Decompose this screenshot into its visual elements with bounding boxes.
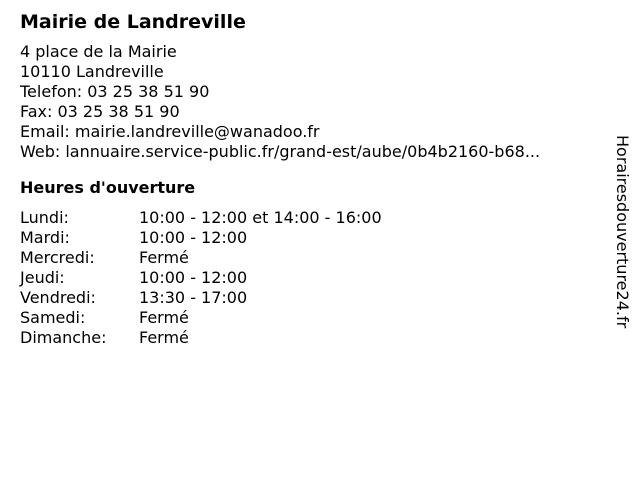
time-value: Fermé xyxy=(139,308,189,327)
day-label: Samedi: xyxy=(20,308,86,327)
hours-row-monday xyxy=(20,208,600,228)
opening-hours-list xyxy=(20,208,600,348)
fax-number: Fax: 03 25 38 51 90 xyxy=(20,102,180,121)
time-value: 13:30 - 17:00 xyxy=(139,288,248,307)
day-label: Mardi: xyxy=(20,228,70,247)
day-label: Mercredi: xyxy=(20,248,95,267)
phone-number: Telefon: 03 25 38 51 90 xyxy=(20,82,210,101)
hours-row-sunday xyxy=(20,328,600,348)
hours-row-saturday xyxy=(20,308,600,328)
day-label: Vendredi: xyxy=(20,288,96,307)
day-label: Lundi: xyxy=(20,208,69,227)
time-value: 10:00 - 12:00 et 14:00 - 16:00 xyxy=(139,208,382,227)
time-value: Fermé xyxy=(139,248,189,267)
opening-hours-heading: Heures d'ouverture xyxy=(20,178,196,197)
hours-row-thursday xyxy=(20,268,600,288)
day-label: Jeudi: xyxy=(20,268,65,287)
time-value: 10:00 - 12:00 xyxy=(139,268,248,287)
address-street: 4 place de la Mairie xyxy=(20,42,177,61)
time-value: Fermé xyxy=(139,328,189,347)
hours-row-tuesday xyxy=(20,228,600,248)
address-city: 10110 Landreville xyxy=(20,62,164,81)
time-value: 10:00 - 12:00 xyxy=(139,228,248,247)
website-link[interactable]: Web: lannuaire.service-public.fr/grand-est/aube/0b4b2160-b68... xyxy=(20,142,541,161)
hours-row-friday xyxy=(20,288,600,308)
brand-watermark: Horairesdouverture24.fr xyxy=(613,135,632,329)
day-label: Dimanche: xyxy=(20,328,107,347)
business-card xyxy=(20,10,600,348)
page-title: Mairie de Landreville xyxy=(20,11,246,33)
email-address: Email: mairie.landreville@wanadoo.fr xyxy=(20,122,320,141)
hours-row-wednesday xyxy=(20,248,600,268)
